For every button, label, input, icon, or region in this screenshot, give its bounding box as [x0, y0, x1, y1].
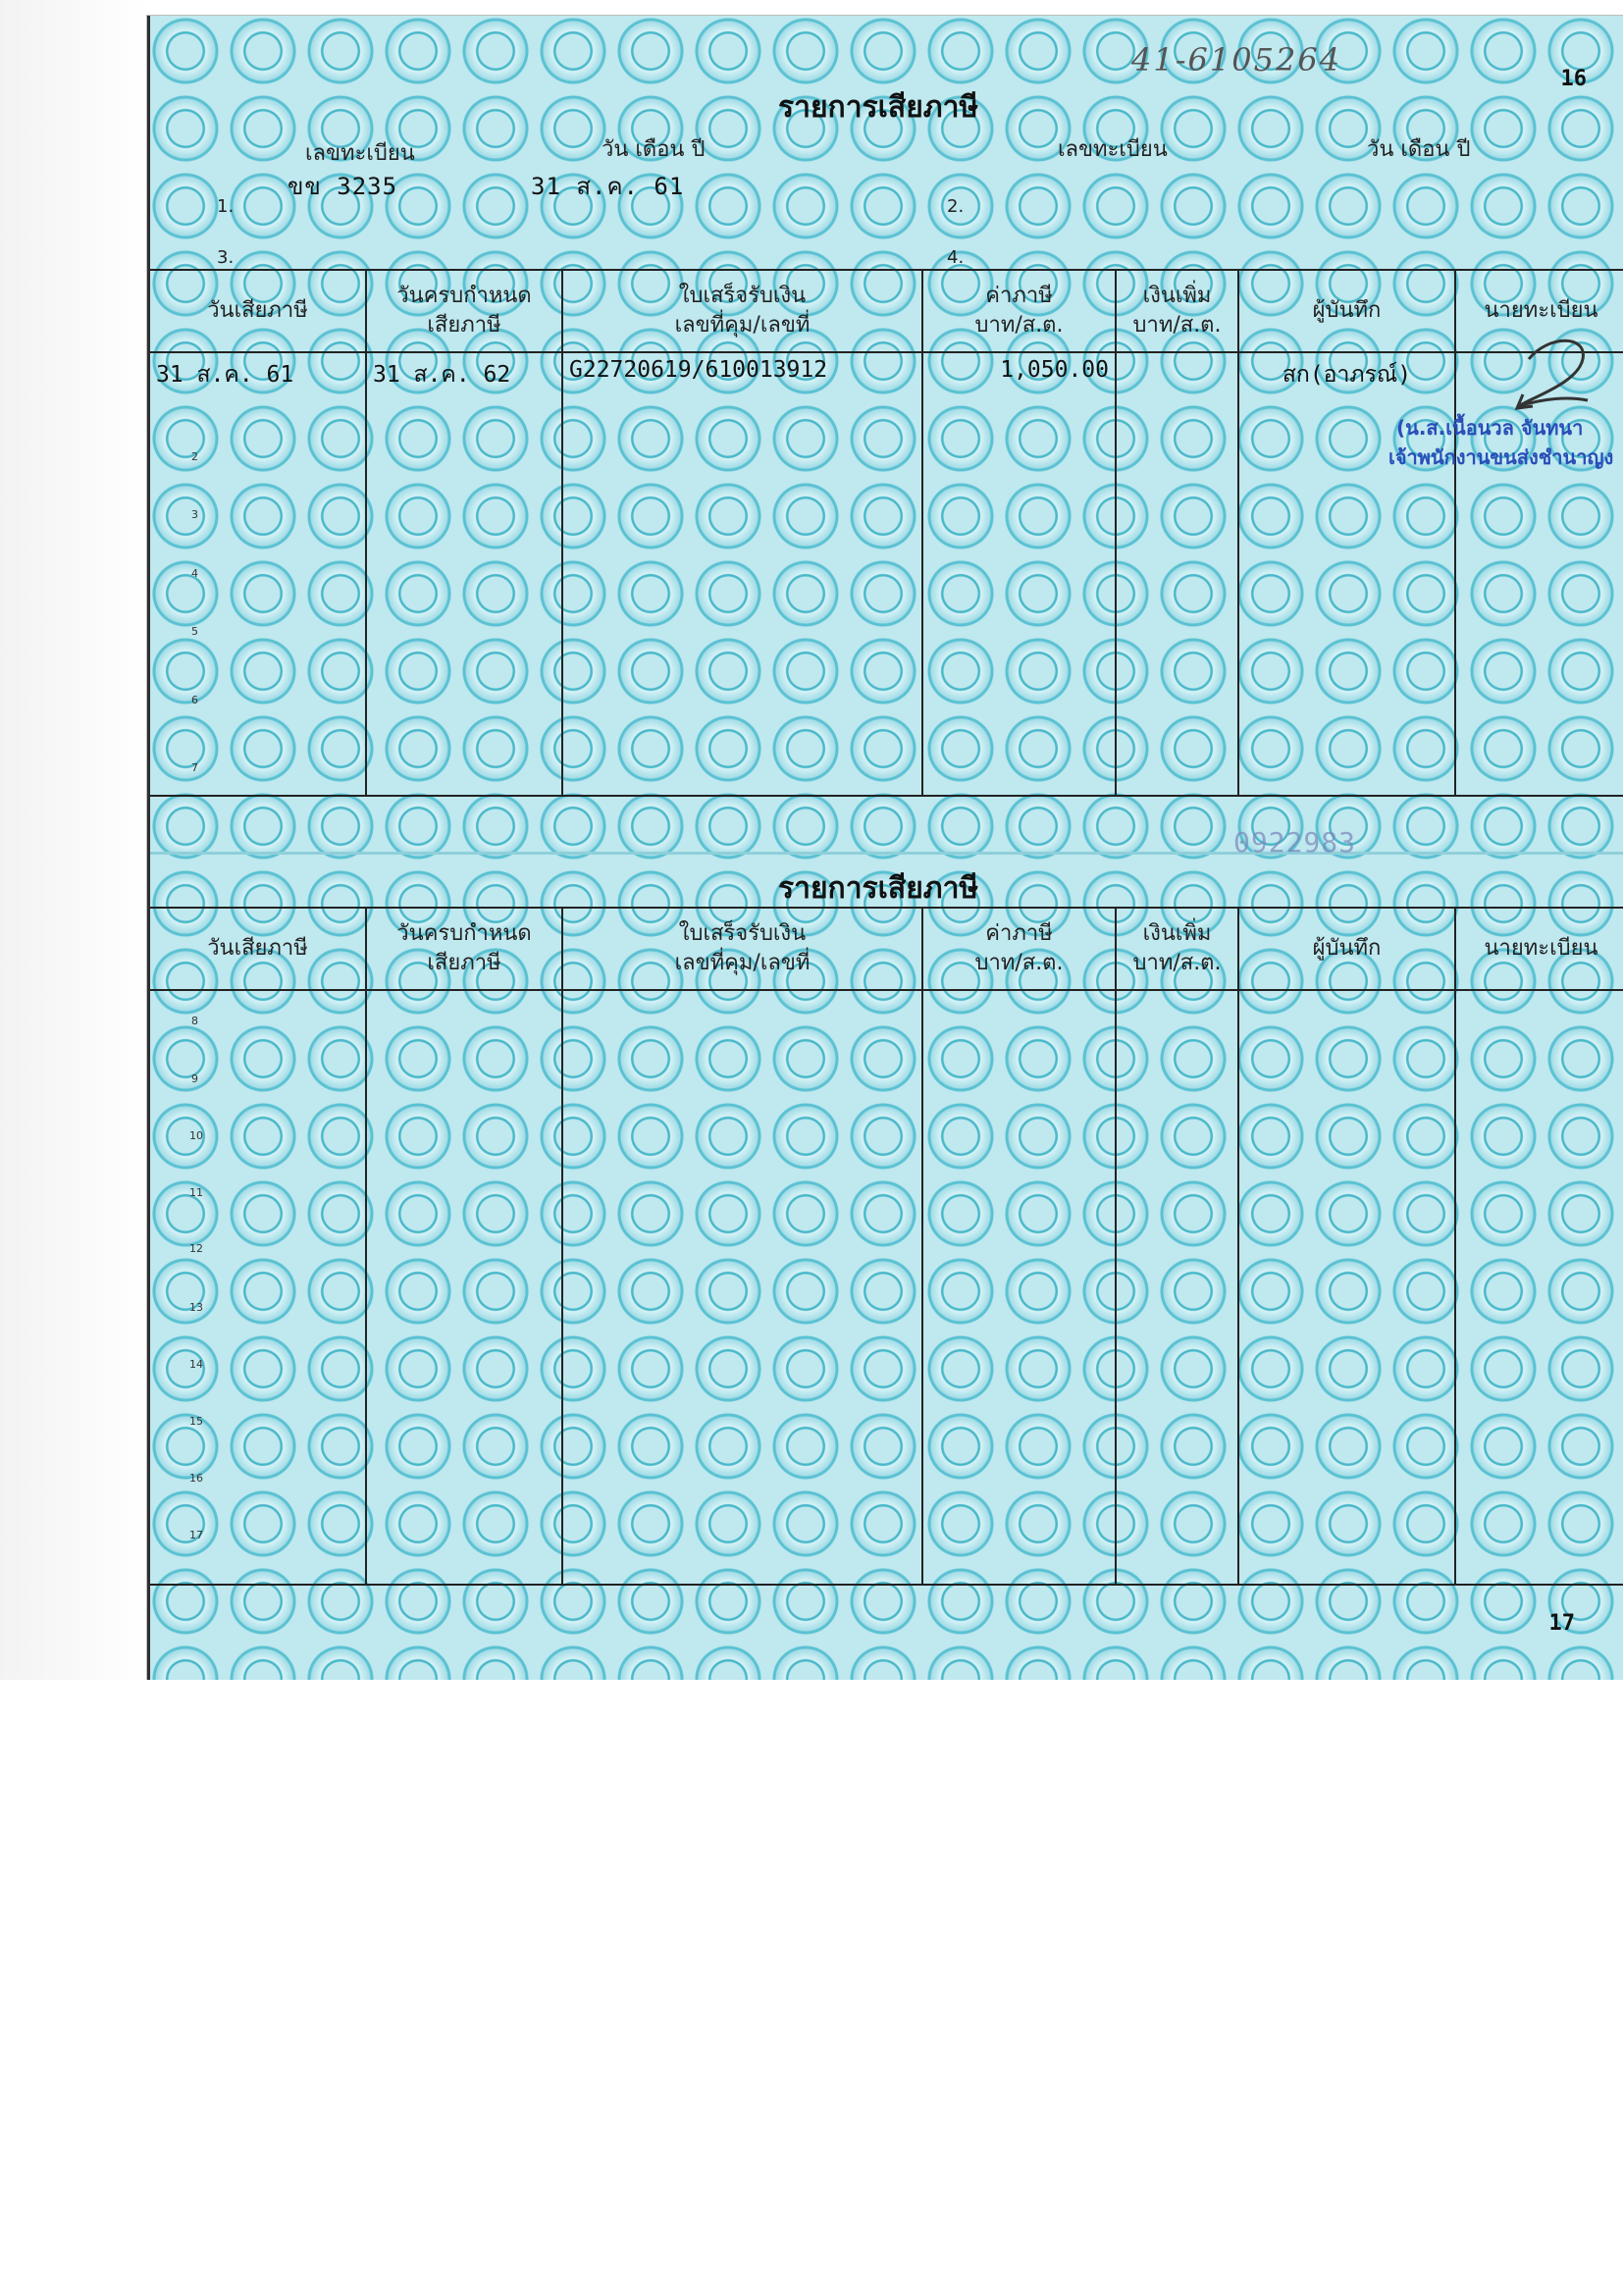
row-number: 14: [189, 1358, 203, 1371]
col-receipt: ใบเสร็จรับเงิน เลขที่คุม/เลขที่: [562, 270, 922, 352]
row-number: 2: [191, 450, 198, 463]
fold-line: [150, 852, 1623, 855]
pay-date-cell: 31 ส.ค. 61: [156, 362, 294, 388]
registration-value: ขข 3235: [288, 173, 398, 200]
reg-label-left: เลขทะเบียน: [305, 141, 415, 166]
col-tax: ค่าภาษี บาท/ส.ต.: [922, 270, 1116, 352]
row-number: 5: [191, 625, 198, 638]
row-number: 15: [189, 1415, 203, 1428]
line-number-2: 2.: [947, 196, 965, 217]
col-pay-date: วันเสียภาษี: [150, 270, 366, 352]
row-number: 13: [189, 1301, 203, 1314]
col-surcharge: เงินเพิ่ม บาท/ส.ต.: [1116, 270, 1238, 352]
row-number: 11: [189, 1186, 203, 1199]
row-number: 4: [191, 567, 198, 580]
scan-margin: [0, 0, 147, 1680]
blank-scan-area: [0, 1680, 1623, 2296]
faint-serial-number: 0922983: [1233, 826, 1357, 859]
section-title-bottom: รายการเสียภาษี: [778, 871, 979, 906]
row-number: 7: [191, 761, 198, 774]
tax-table-bottom: [150, 907, 1623, 1586]
line-number-4: 4.: [947, 247, 965, 268]
col-pay-date: วันเสียภาษี: [150, 908, 366, 990]
reg-label-right: เลขทะเบียน: [1058, 137, 1168, 162]
col-recorder: ผู้บันทึก: [1238, 270, 1455, 352]
receipt-cell: G22720619/610013912: [569, 357, 828, 383]
col-due-date: วันครบกำหนด เสียภาษี: [366, 270, 562, 352]
col-registrar: นายทะเบียน: [1455, 908, 1623, 990]
row-number: 12: [189, 1242, 203, 1255]
page-number-top: 16: [1560, 67, 1587, 91]
recorder-cell: สก(อาภรณ์): [1282, 362, 1412, 388]
section-title-top: รายการเสียภาษี: [778, 90, 979, 125]
date-label-right: วัน เดือน ปี: [1367, 137, 1471, 162]
col-recorder: ผู้บันทึก: [1238, 908, 1455, 990]
registration-date-value: 31 ส.ค. 61: [531, 173, 685, 200]
official-stamp-position: เจ้าพนักงานขนส่งชำนาญง: [1388, 445, 1614, 469]
due-date-cell: 31 ส.ค. 62: [373, 362, 511, 388]
row-number: 16: [189, 1472, 203, 1485]
table-row: [150, 990, 1623, 1585]
row-number: 17: [189, 1529, 203, 1541]
tax-table-top: [150, 269, 1623, 797]
row-number: 3: [191, 508, 198, 521]
signature-mark: [1490, 330, 1607, 418]
col-surcharge: เงินเพิ่ม บาท/ส.ต.: [1116, 908, 1238, 990]
page-number-bottom: 17: [1548, 1611, 1575, 1636]
official-stamp-name: (น.ส.เนื้อนวล จันทนา: [1396, 416, 1584, 440]
row-number: 8: [191, 1015, 198, 1027]
tax-cell: 1,050.00: [1000, 357, 1109, 383]
col-tax: ค่าภาษี บาท/ส.ต.: [922, 908, 1116, 990]
line-number-3: 3.: [217, 247, 235, 268]
col-registrar: นายทะเบียน: [1455, 270, 1623, 352]
row-number: 6: [191, 694, 198, 706]
col-receipt: ใบเสร็จรับเงิน เลขที่คุม/เลขที่: [562, 908, 922, 990]
tax-record-sheet: [147, 16, 1623, 1680]
line-number-1: 1.: [217, 196, 235, 217]
date-label-left: วัน เดือน ปี: [602, 137, 706, 162]
handwritten-number: 41-6105264: [1131, 41, 1342, 78]
row-number: 9: [191, 1072, 198, 1085]
row-number: 10: [189, 1129, 203, 1142]
col-due-date: วันครบกำหนด เสียภาษี: [366, 908, 562, 990]
